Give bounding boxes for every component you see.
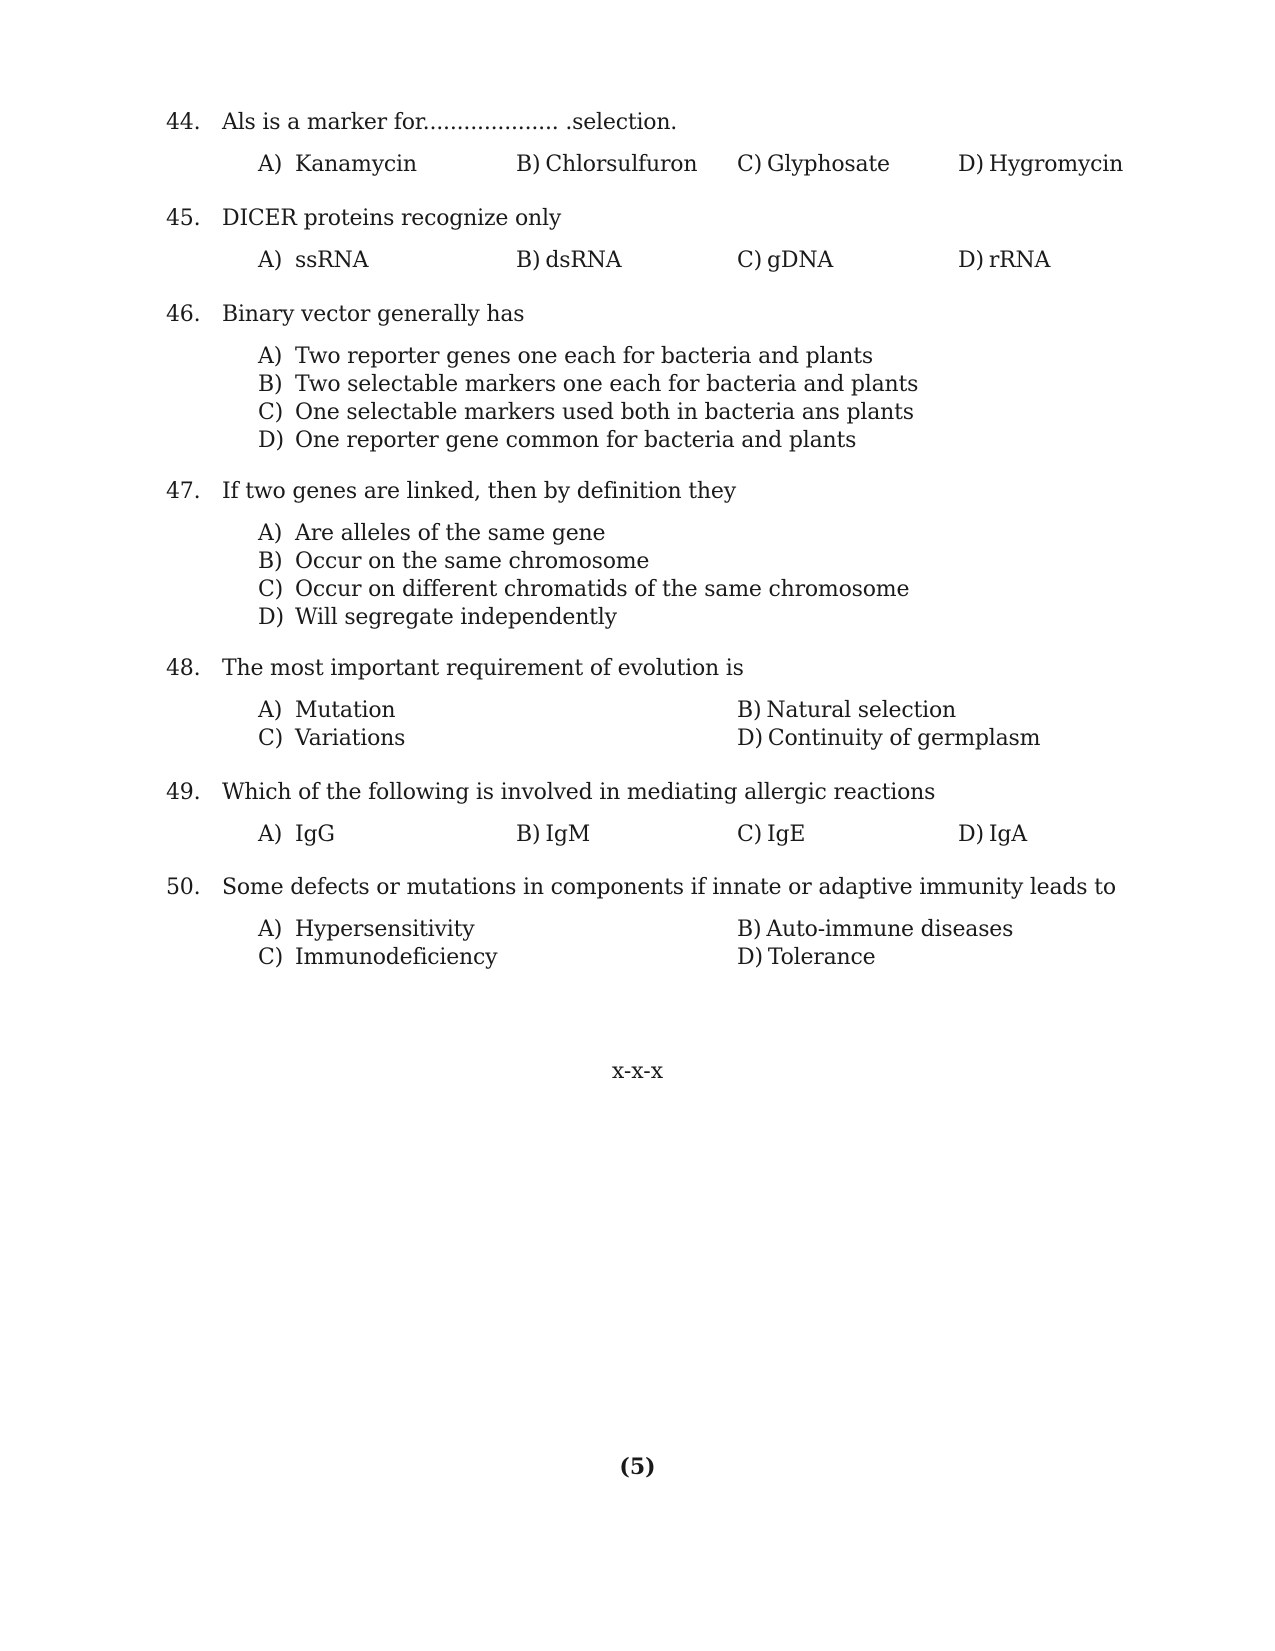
option-a <box>258 520 1126 548</box>
option-text: dsRNA <box>545 248 622 273</box>
option-letter: A) <box>258 344 283 369</box>
option-letter: B) <box>516 152 541 177</box>
option-text: Two reporter genes one each for bacteria and plants <box>295 344 873 369</box>
option-text: rRNA <box>988 248 1051 273</box>
option-text: Glyphosate <box>767 152 890 177</box>
option-d <box>958 151 1123 179</box>
question-44 <box>166 109 1126 179</box>
option-letter: D) <box>737 726 763 751</box>
option-c <box>737 821 805 849</box>
options-row <box>258 821 1126 849</box>
option-c <box>737 247 833 275</box>
option-d <box>958 247 1050 275</box>
option-text: Continuity of germplasm <box>767 726 1041 751</box>
option-b <box>516 821 590 849</box>
option-d <box>258 427 1126 455</box>
option-d <box>958 821 1027 849</box>
question-number: 46. <box>166 302 201 327</box>
option-letter: D) <box>958 152 984 177</box>
option-text: ssRNA <box>295 248 369 273</box>
option-letter: B) <box>516 248 541 273</box>
question-46 <box>166 301 1126 455</box>
option-text: IgM <box>545 822 591 847</box>
question-text: Some defects or mutations in components if innate or adaptive immunity leads to <box>222 875 1116 900</box>
options-row <box>258 916 1126 944</box>
option-text: IgE <box>767 822 806 847</box>
option-text: Natural selection <box>766 698 956 723</box>
page-number: (5) <box>619 1454 656 1480</box>
question-number: 45. <box>166 206 201 231</box>
question-number: 44. <box>166 110 201 135</box>
option-c <box>258 725 405 753</box>
option-a <box>258 697 395 725</box>
option-text: Chlorsulfuron <box>545 152 698 177</box>
options-row <box>258 725 1126 753</box>
option-text: One reporter gene common for bacteria and plants <box>295 428 857 453</box>
end-mark: x-x-x <box>611 1059 664 1084</box>
option-letter: A) <box>258 521 283 546</box>
option-text: Two selectable markers one each for bacteria and plants <box>295 372 919 397</box>
option-text: Are alleles of the same gene <box>295 521 606 546</box>
question-text: If two genes are linked, then by definition they <box>222 479 736 504</box>
option-letter: C) <box>258 945 284 970</box>
option-text: Immunodeficiency <box>295 945 498 970</box>
option-letter: D) <box>958 248 984 273</box>
options-grid <box>258 916 1126 972</box>
option-letter: A) <box>258 698 283 723</box>
option-letter: C) <box>258 400 284 425</box>
option-letter: B) <box>258 372 283 397</box>
option-letter: A) <box>258 822 283 847</box>
options-grid <box>258 697 1126 753</box>
option-b <box>258 371 1126 399</box>
option-letter: B) <box>516 822 541 847</box>
option-b <box>737 916 1013 944</box>
option-letter: C) <box>258 726 284 751</box>
option-letter: D) <box>258 605 284 630</box>
option-a <box>258 821 335 849</box>
options-row <box>258 944 1126 972</box>
question-49 <box>166 779 1126 849</box>
question-stem <box>166 779 1126 807</box>
option-text: Tolerance <box>767 945 876 970</box>
question-number: 47. <box>166 479 201 504</box>
question-number: 49. <box>166 780 201 805</box>
question-50 <box>166 874 1126 972</box>
option-b <box>516 247 621 275</box>
option-text: IgG <box>295 822 335 847</box>
options-row <box>258 697 1126 725</box>
option-d <box>737 944 875 972</box>
option-letter: C) <box>258 577 284 602</box>
option-c <box>258 576 1126 604</box>
option-text: Auto-immune diseases <box>766 917 1014 942</box>
option-text: Mutation <box>295 698 396 723</box>
option-letter: C) <box>737 152 763 177</box>
option-text: Will segregate independently <box>295 605 617 630</box>
option-letter: C) <box>737 248 763 273</box>
question-48 <box>166 655 1126 753</box>
options-row <box>258 247 1126 275</box>
options-row <box>258 151 1126 179</box>
option-letter: A) <box>258 248 283 273</box>
option-letter: D) <box>258 428 284 453</box>
question-text: Which of the following is involved in mediating allergic reactions <box>222 780 936 805</box>
option-letter: D) <box>737 945 763 970</box>
question-45 <box>166 205 1126 275</box>
question-text: Als is a marker for.................... .selection. <box>222 110 678 135</box>
option-letter: C) <box>737 822 763 847</box>
question-text: The most important requirement of evolution is <box>222 656 744 681</box>
question-number: 50. <box>166 875 201 900</box>
option-letter: A) <box>258 152 283 177</box>
option-letter: D) <box>958 822 984 847</box>
question-stem <box>166 109 1126 137</box>
question-stem <box>166 205 1126 233</box>
options-list <box>258 343 1126 455</box>
question-number: 48. <box>166 656 201 681</box>
option-letter: B) <box>258 549 283 574</box>
question-text: Binary vector generally has <box>222 302 525 327</box>
option-text: Occur on different chromatids of the same chromosome <box>295 577 910 602</box>
question-stem <box>166 301 1126 329</box>
option-text: gDNA <box>767 248 834 273</box>
question-stem <box>166 874 1126 902</box>
option-text: Variations <box>295 726 406 751</box>
option-d <box>737 725 1040 753</box>
option-a <box>258 151 417 179</box>
question-47 <box>166 478 1126 632</box>
option-letter: B) <box>737 698 762 723</box>
option-text: Hygromycin <box>988 152 1124 177</box>
option-a <box>258 916 474 944</box>
option-c <box>258 399 1126 427</box>
options-list <box>258 520 1126 632</box>
option-b <box>516 151 697 179</box>
question-stem <box>166 478 1126 506</box>
option-c <box>737 151 890 179</box>
option-text: Hypersensitivity <box>295 917 475 942</box>
option-text: One selectable markers used both in bacteria ans plants <box>295 400 914 425</box>
option-a <box>258 343 1126 371</box>
option-d <box>258 604 1126 632</box>
option-b <box>737 697 956 725</box>
question-stem <box>166 655 1126 683</box>
question-text: DICER proteins recognize only <box>222 206 562 231</box>
option-text: Occur on the same chromosome <box>295 549 650 574</box>
option-c <box>258 944 497 972</box>
option-b <box>258 548 1126 576</box>
option-text: Kanamycin <box>295 152 417 177</box>
option-letter: B) <box>737 917 762 942</box>
option-a <box>258 247 368 275</box>
option-letter: A) <box>258 917 283 942</box>
option-text: IgA <box>988 822 1027 847</box>
